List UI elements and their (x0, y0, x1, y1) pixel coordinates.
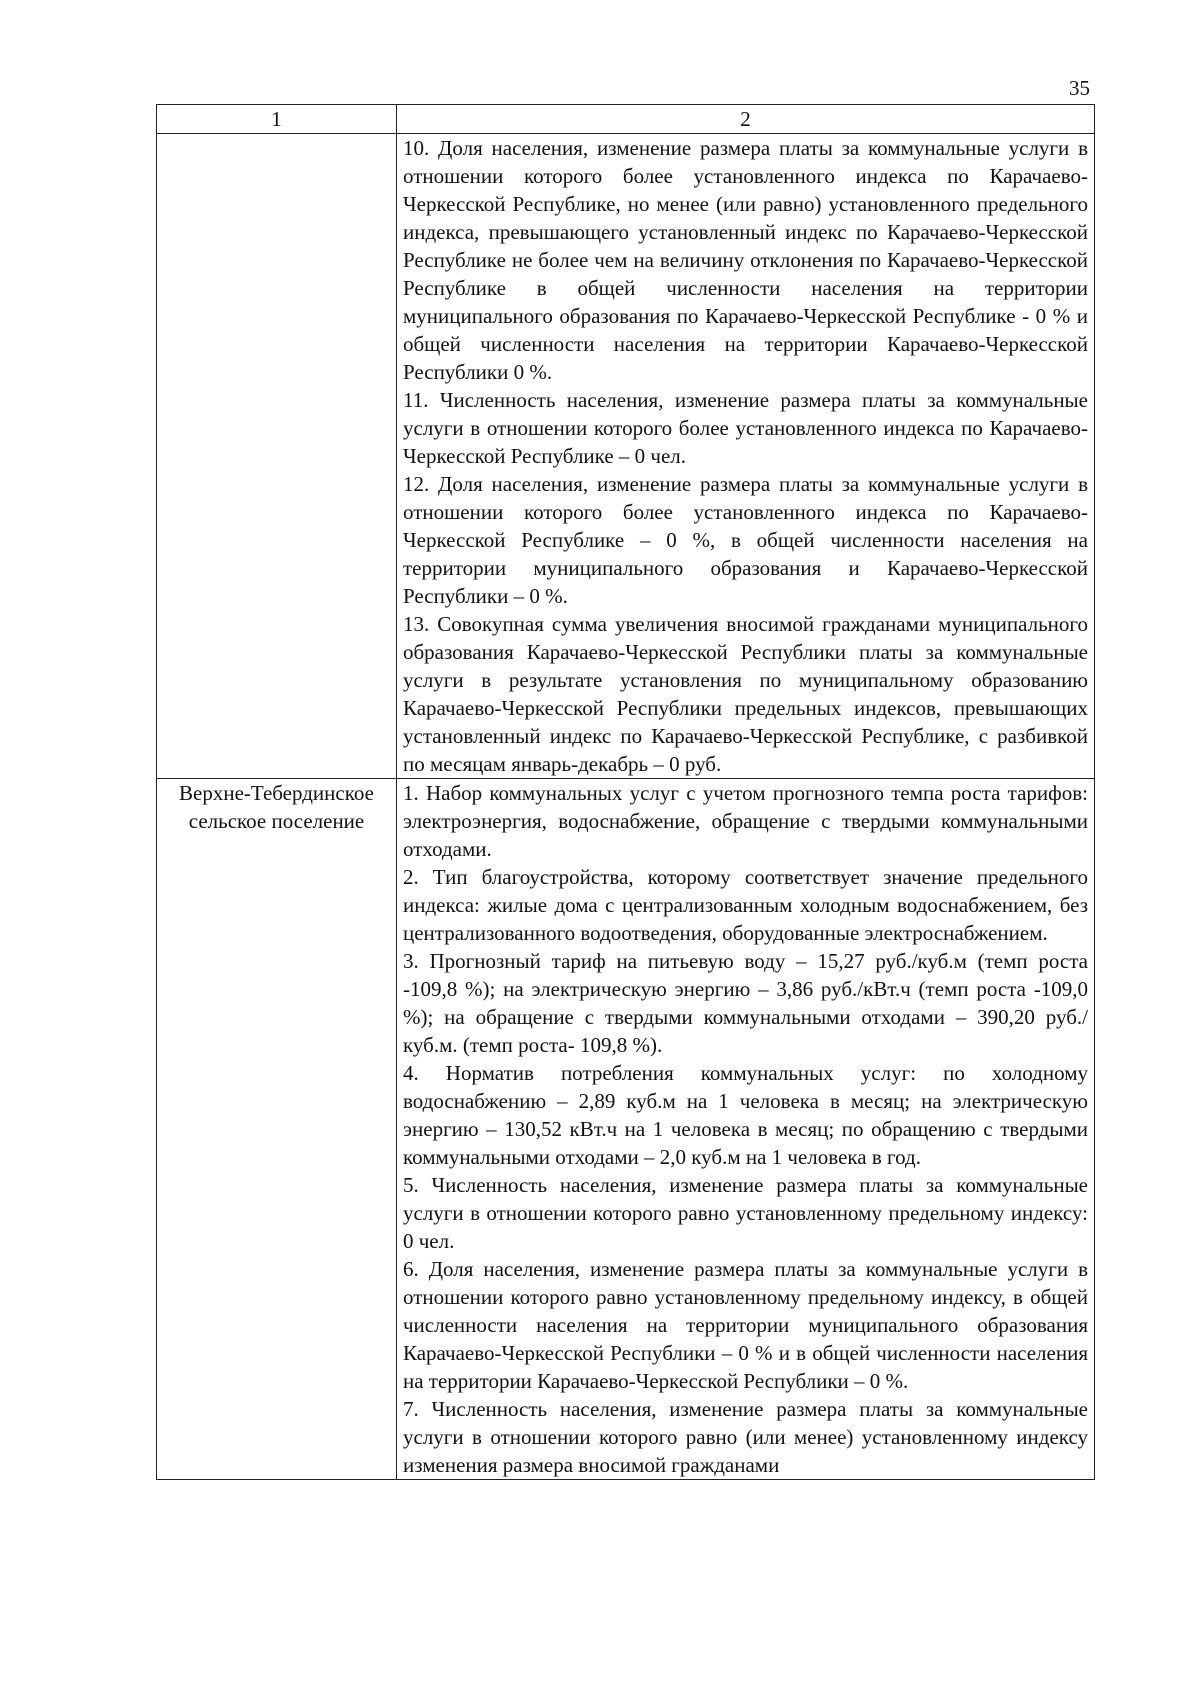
indicator-paragraph: 10. Доля населения, изменение размера платы за коммунальные услуги в отношении которого более установленного индекса по Карачаево-Черкесской Республике, но менее (или равно) установленного предельного индекса, превышающего установленный индекс по Карачаево-Черкесской Республике не более чем на величину отклонения по Карачаево-Черкесской Республике в общей численности населения на территории муниципального образования по Карачаево-Черкесской Республике - 0 % и общей численности населения на территории Карачаево-Черкесской Республики 0 %. (403, 136, 1088, 384)
column-header-2: 2 (397, 105, 1095, 134)
indicators-cell (397, 134, 1095, 779)
municipality-name-cell: Верхне-Тебердинское сельское поселение (157, 779, 397, 1480)
municipality-name-cell (157, 134, 397, 779)
table-header-row (157, 105, 1095, 134)
indicators-table (156, 104, 1095, 1480)
indicator-paragraph: 12. Доля населения, изменение размера платы за коммунальные услуги в отношении которого более установленного индекса по Карачаево-Черкесской Республике – 0 %, в общей численности населения на территории муниципального образования и Карачаево-Черкесской Республики – 0 %. (403, 472, 1088, 608)
page-number: 35 (1069, 76, 1090, 100)
indicators-cell (397, 779, 1095, 1480)
indicator-paragraph: 11. Численность населения, изменение размера платы за коммунальные услуги в отношении которого более установленного индекса по Карачаево-Черкесской Республике – 0 чел. (403, 388, 1088, 468)
indicator-paragraph: 7. Численность населения, изменение размера платы за коммунальные услуги в отношении которого равно (или менее) установленному индексу изменения размера вносимой гражданами (403, 1397, 1088, 1477)
indicator-paragraph: 3. Прогнозный тариф на питьевую воду – 15,27 руб./куб.м (темп роста -109,8 %); на электрическую энергию – 3,86 руб./кВт.ч (темп роста -109,0 %); на обращение с твердыми коммунальными отходами – 390,20 руб./куб.м. (темп роста- 109,8 %). (403, 949, 1088, 1057)
indicator-paragraph: 6. Доля населения, изменение размера платы за коммунальные услуги в отношении которого равно установленному предельному индексу, в общей численности населения на территории муниципального образования Карачаево-Черкесской Республики – 0 % и в общей численности населения на территории Карачаево-Черкесской Республики – 0 %. (403, 1257, 1088, 1393)
indicator-paragraph: 1. Набор коммунальных услуг с учетом прогнозного темпа роста тарифов: электроэнергия, водоснабжение, обращение с твердыми коммунальными отходами. (403, 781, 1088, 861)
indicator-paragraph: 13. Совокупная сумма увеличения вносимой гражданами муниципального образования Карачаево-Черкесской Республики платы за коммунальные услуги в результате установления по муниципальному образованию Карачаево-Черкесской Республики предельных индексов, превышающих установленный индекс по Карачаево-Черкесской Республике, с разбивкой по месяцам январь-декабрь – 0 руб. (403, 612, 1088, 776)
indicator-paragraph: 5. Численность населения, изменение размера платы за коммунальные услуги в отношении которого равно установленному предельному индексу: 0 чел. (403, 1173, 1088, 1253)
table-row (157, 779, 1095, 1480)
column-header-1: 1 (157, 105, 397, 134)
indicator-paragraph: 2. Тип благоустройства, которому соответствует значение предельного индекса: жилые дома с централизованным холодным водоснабжением, без централизованного водоотведения, оборудованные электроснабжением. (403, 865, 1088, 945)
indicator-paragraph: 4. Норматив потребления коммунальных услуг: по холодному водоснабжению – 2,89 куб.м на 1 человека в месяц; на электрическую энергию – 130,52 кВт.ч на 1 человека в месяц; по обращению с твердыми коммунальными отходами – 2,0 куб.м на 1 человека в год. (403, 1061, 1088, 1169)
table-row (157, 134, 1095, 779)
